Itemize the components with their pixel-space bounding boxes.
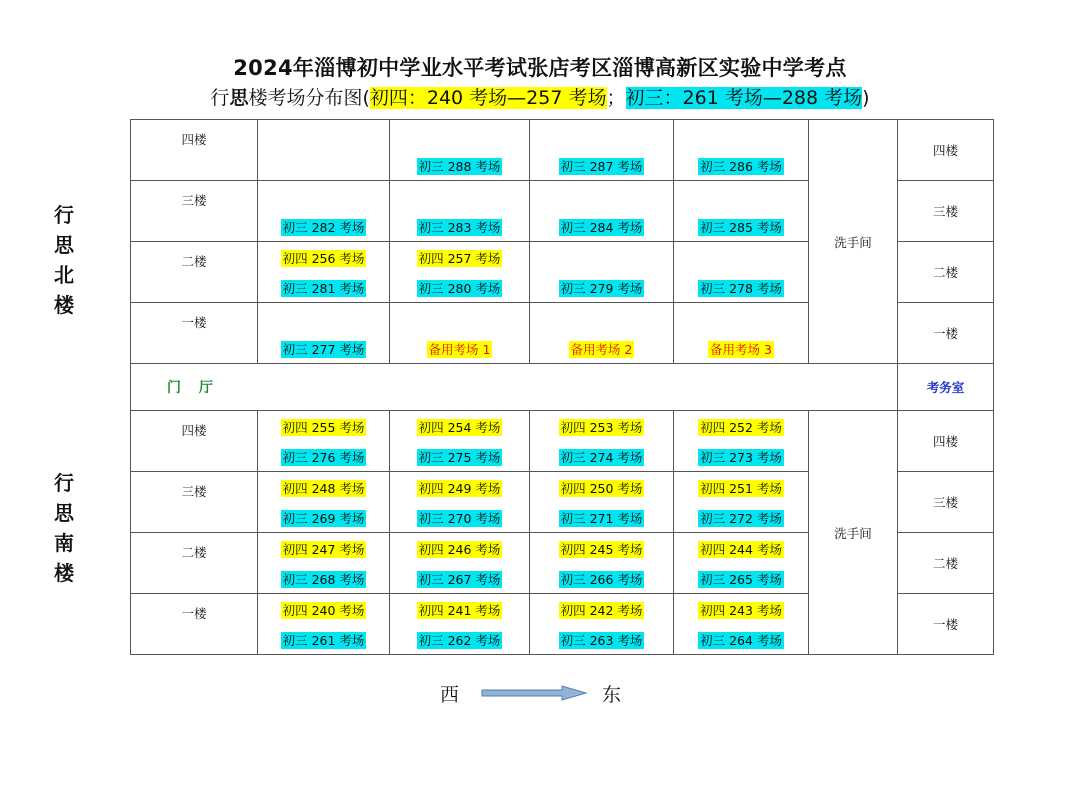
- subtitle-grade4-range: 初四：240 考场—257 考场: [369, 87, 607, 109]
- exam-room-label: 初三 282 考场: [282, 220, 365, 235]
- exam-room-label: 初四 242 考场: [560, 603, 643, 618]
- south-label-char: 楼: [54, 561, 74, 585]
- spare-room-label: 备用考场 1: [428, 342, 491, 357]
- room-cell: [390, 594, 530, 655]
- exam-room-label: 初三 266 考场: [560, 572, 643, 587]
- exam-room-label: 初四 252 考场: [700, 420, 782, 435]
- floor-label-right: 一楼: [898, 594, 994, 655]
- room-cell: [258, 242, 390, 303]
- room-cell: [390, 120, 530, 181]
- room-cell: [674, 242, 809, 303]
- room-cell: [530, 120, 674, 181]
- exam-room-label: 初四 240 考场: [282, 603, 365, 618]
- room-cell: [674, 303, 809, 364]
- floor-label: 一楼: [131, 303, 258, 364]
- room-cell: [674, 181, 809, 242]
- room-cell: [530, 472, 674, 533]
- north-building-label: [52, 200, 76, 320]
- room-cell: [390, 472, 530, 533]
- room-cell: [258, 120, 390, 181]
- exam-room-label: 初三 270 考场: [418, 511, 501, 526]
- room-cell: [390, 411, 530, 472]
- room-cell: [674, 472, 809, 533]
- exam-room-label: 初三 265 考场: [700, 572, 782, 587]
- floor-label: 一楼: [131, 594, 258, 655]
- room-cell: [530, 303, 674, 364]
- exam-room-label: 初三 276 考场: [282, 450, 365, 465]
- south-building-label: [52, 468, 76, 588]
- room-cell: [674, 533, 809, 594]
- subtitle-separator: ；: [606, 87, 626, 109]
- room-cell: [530, 533, 674, 594]
- exam-room-label: 初三 262 考场: [418, 633, 501, 648]
- room-cell: [390, 181, 530, 242]
- exam-room-label: 初四 247 考场: [282, 542, 365, 557]
- exam-room-label: 初三 284 考场: [560, 220, 643, 235]
- floor-label-right: 四楼: [898, 120, 994, 181]
- room-cell: [258, 181, 390, 242]
- room-cell: [674, 411, 809, 472]
- floor-row: [131, 120, 994, 181]
- floor-label-right: 三楼: [898, 472, 994, 533]
- floor-plan-table: [130, 119, 994, 655]
- room-cell: [390, 242, 530, 303]
- exam-room-label: 初三 274 考场: [560, 450, 643, 465]
- exam-room-label: 初四 255 考场: [282, 420, 365, 435]
- room-cell: [258, 472, 390, 533]
- room-cell: [258, 533, 390, 594]
- room-cell: [530, 242, 674, 303]
- exam-room-label: 初三 268 考场: [282, 572, 365, 587]
- west-label: 西: [440, 684, 460, 706]
- floor-label: 三楼: [131, 181, 258, 242]
- north-label-char: 思: [54, 233, 74, 257]
- east-arrow-icon: [480, 684, 590, 702]
- floor-label-right: 四楼: [898, 411, 994, 472]
- exam-room-label: 初三 269 考场: [282, 511, 365, 526]
- exam-office: 考务室: [898, 364, 994, 411]
- north-label-char: 北: [54, 263, 74, 287]
- exam-room-label: 初四 249 考场: [418, 481, 501, 496]
- subtitle-prefix-a: 行: [210, 87, 230, 109]
- exam-room-label: 初三 272 考场: [700, 511, 782, 526]
- exam-room-label: 初三 277 考场: [282, 342, 365, 357]
- lobby-cell: [131, 364, 898, 411]
- east-label: 东: [602, 684, 622, 706]
- exam-room-label: 初四 251 考场: [700, 481, 782, 496]
- room-cell: [258, 594, 390, 655]
- floor-label: 二楼: [131, 242, 258, 303]
- exam-room-label: 初三 286 考场: [700, 159, 782, 174]
- exam-room-label: 初四 246 考场: [418, 542, 501, 557]
- exam-room-label: 初三 273 考场: [700, 450, 782, 465]
- floor-label: 四楼: [131, 120, 258, 181]
- room-cell: [530, 411, 674, 472]
- south-label-char: 行: [54, 471, 74, 495]
- south-label-char: 南: [54, 531, 74, 555]
- exam-room-label: 初四 250 考场: [560, 481, 643, 496]
- exam-room-label: 初四 244 考场: [700, 542, 782, 557]
- exam-room-label: 初三 280 考场: [418, 281, 501, 296]
- exam-room-label: 初三 288 考场: [418, 159, 501, 174]
- floor-label: 三楼: [131, 472, 258, 533]
- floor-row: [131, 411, 994, 472]
- washroom: 洗手间: [809, 411, 898, 655]
- lobby-label: 门 厅: [167, 380, 215, 396]
- room-cell: [674, 120, 809, 181]
- floor-label: 二楼: [131, 533, 258, 594]
- exam-room-label: 初三 264 考场: [700, 633, 782, 648]
- room-cell: [258, 303, 390, 364]
- exam-room-label: 初四 257 考场: [418, 251, 501, 266]
- subtitle-suffix: ): [862, 87, 870, 109]
- page-subtitle: [0, 83, 1080, 110]
- exam-room-label: 初三 275 考场: [418, 450, 501, 465]
- exam-room-label: 初四 254 考场: [418, 420, 501, 435]
- north-building: [131, 120, 994, 364]
- room-cell: [390, 533, 530, 594]
- direction-indicator: [440, 680, 640, 706]
- exam-room-label: 初三 271 考场: [560, 511, 643, 526]
- room-cell: [530, 594, 674, 655]
- floor-label-right: 二楼: [898, 533, 994, 594]
- exam-room-label: 初四 245 考场: [560, 542, 643, 557]
- floor-label: 四楼: [131, 411, 258, 472]
- floor-label-right: 一楼: [898, 303, 994, 364]
- exam-room-label: 初三 283 考场: [418, 220, 501, 235]
- spare-room-label: 备用考场 3: [710, 342, 772, 357]
- lobby-row: [131, 364, 994, 411]
- washroom: 洗手间: [809, 120, 898, 364]
- floor-label-right: 二楼: [898, 242, 994, 303]
- room-cell: [258, 411, 390, 472]
- north-label-char: 行: [54, 203, 74, 227]
- south-building: [131, 411, 994, 655]
- page-title: 2024年淄博初中学业水平考试张店考区淄博高新区实验中学考点: [233, 56, 847, 80]
- exam-room-label: 初四 241 考场: [418, 603, 501, 618]
- exam-room-label: 初三 279 考场: [560, 281, 643, 296]
- exam-room-label: 初四 256 考场: [282, 251, 365, 266]
- room-cell: [674, 594, 809, 655]
- subtitle-prefix-b: 楼考场分布图(: [248, 87, 370, 109]
- exam-room-label: 初三 278 考场: [700, 281, 782, 296]
- spare-room-label: 备用考场 2: [570, 342, 633, 357]
- subtitle-grade3-range: 初三：261 考场—288 考场: [625, 87, 863, 109]
- lobby-row-group: [131, 364, 994, 411]
- exam-room-label: 初三 287 考场: [560, 159, 643, 174]
- south-label-char: 思: [54, 501, 74, 525]
- exam-room-label: 初四 253 考场: [560, 420, 643, 435]
- exam-room-label: 初三 263 考场: [560, 633, 643, 648]
- subtitle-prefix-bold: 思: [229, 87, 249, 109]
- exam-room-label: 初三 261 考场: [282, 633, 365, 648]
- room-cell: [390, 303, 530, 364]
- north-label-char: 楼: [54, 293, 74, 317]
- exam-room-label: 初三 285 考场: [700, 220, 782, 235]
- room-cell: [530, 181, 674, 242]
- exam-room-label: 初四 243 考场: [700, 603, 782, 618]
- exam-room-label: 初三 267 考场: [418, 572, 501, 587]
- exam-room-label: 初四 248 考场: [282, 481, 365, 496]
- floor-label-right: 三楼: [898, 181, 994, 242]
- exam-room-label: 初三 281 考场: [282, 281, 365, 296]
